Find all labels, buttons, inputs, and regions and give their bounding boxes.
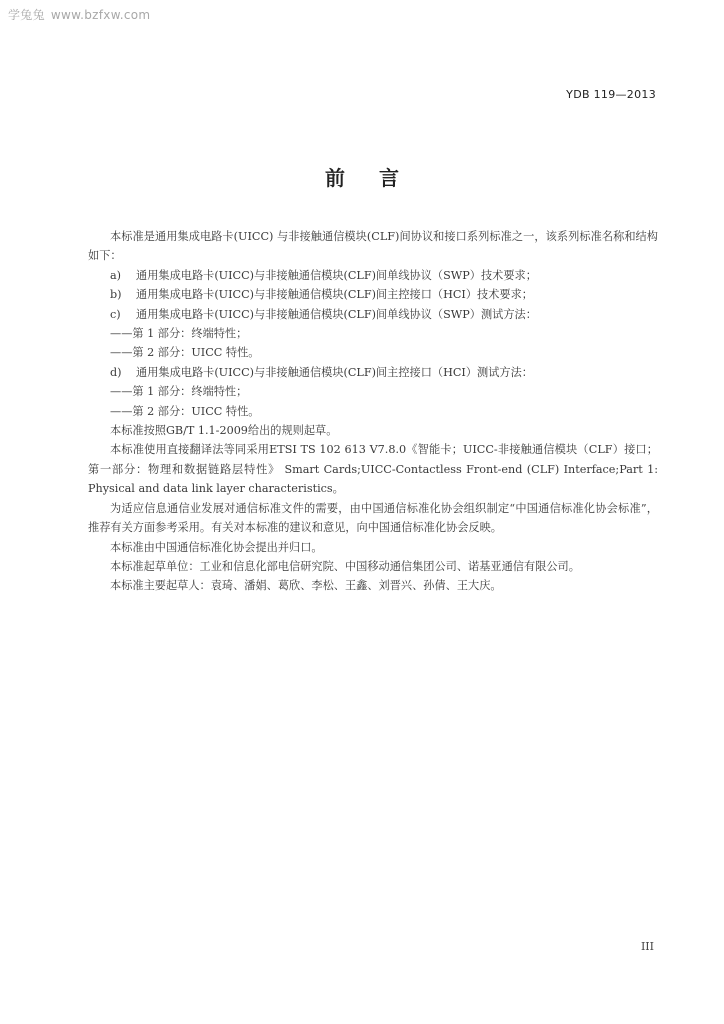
list-item-d-part2: ——第 2 部分：UICC 特性。 <box>110 404 260 418</box>
list-item-b <box>88 285 658 304</box>
list-item-c-part2: ——第 2 部分：UICC 特性。 <box>110 346 260 360</box>
list-item-a-text: 通用集成电路卡(UICC)与非接触通信模块(CLF)间单线协议（SWP）技术要求； <box>136 268 537 282</box>
page-title: 前言 <box>325 166 433 190</box>
list-item-b-text: 通用集成电路卡(UICC)与非接触通信模块(CLF)间主控接口（HCI）技术要求； <box>136 288 533 302</box>
list-item-c-part1: ——第 1 部分：终端特性； <box>110 327 248 341</box>
page-number: III <box>640 940 654 953</box>
watermark-url: www.bzfxw.com <box>50 8 151 22</box>
intro-paragraph: 本标准是通用集成电路卡(UICC) 与非接触通信模块(CLF)间协议和接口系列标准之一，该系列标准名称和结构如下： <box>88 230 658 263</box>
list-item-c <box>88 305 658 324</box>
drafters-paragraph: 本标准主要起草人：袁琦、潘娟、葛欣、李松、王鑫、刘晋兴、孙倩、王大庆。 <box>110 579 502 593</box>
watermark-site-name: 学兔兔 <box>8 8 45 22</box>
foreword-body <box>88 227 658 596</box>
drafting-rule-paragraph: 本标准按照GB/T 1.1-2009给出的规则起草。 <box>110 424 338 438</box>
list-item-a <box>88 266 658 285</box>
list-item-d-part1: ——第 1 部分：终端特性； <box>110 385 248 399</box>
drafting-units-paragraph: 本标准起草单位：工业和信息化部电信研究院、中国移动通信集团公司、诺基亚通信有限公司。 <box>110 559 580 573</box>
standard-code: YDB 119—2013 <box>566 88 656 101</box>
list-item-d-mark: d) <box>110 365 122 379</box>
list-item-c-text: 通用集成电路卡(UICC)与非接触通信模块(CLF)间单线协议（SWP）测试方法： <box>136 307 537 321</box>
list-item-b-mark: b) <box>110 288 122 302</box>
adoption-paragraph: 本标准使用直接翻译法等同采用ETSI TS 102 613 V7.8.0《智能卡；UICC-非接触通信模块（CLF）接口；第一部分：物理和数据链路层特性》 Smart Cards;UICC-Contactless Front-end (CLF) Interface;Part 1: Physical and data link layer characteristics。 <box>88 443 658 496</box>
list-item-c-mark: c) <box>110 307 121 321</box>
purpose-paragraph: 为适应信息通信业发展对通信标准文件的需要，由中国通信标准化协会组织制定“中国通信标准化协会标准”，推荐有关方面参考采用。有关对本标准的建议和意见，向中国通信标准化协会反映。 <box>88 501 658 535</box>
list-item-d <box>88 363 658 382</box>
watermark <box>8 6 150 23</box>
list-item-a-mark: a) <box>110 268 122 282</box>
proposer-paragraph: 本标准由中国通信标准化协会提出并归口。 <box>110 540 323 554</box>
list-item-d-text: 通用集成电路卡(UICC)与非接触通信模块(CLF)间主控接口（HCI）测试方法： <box>136 365 533 379</box>
